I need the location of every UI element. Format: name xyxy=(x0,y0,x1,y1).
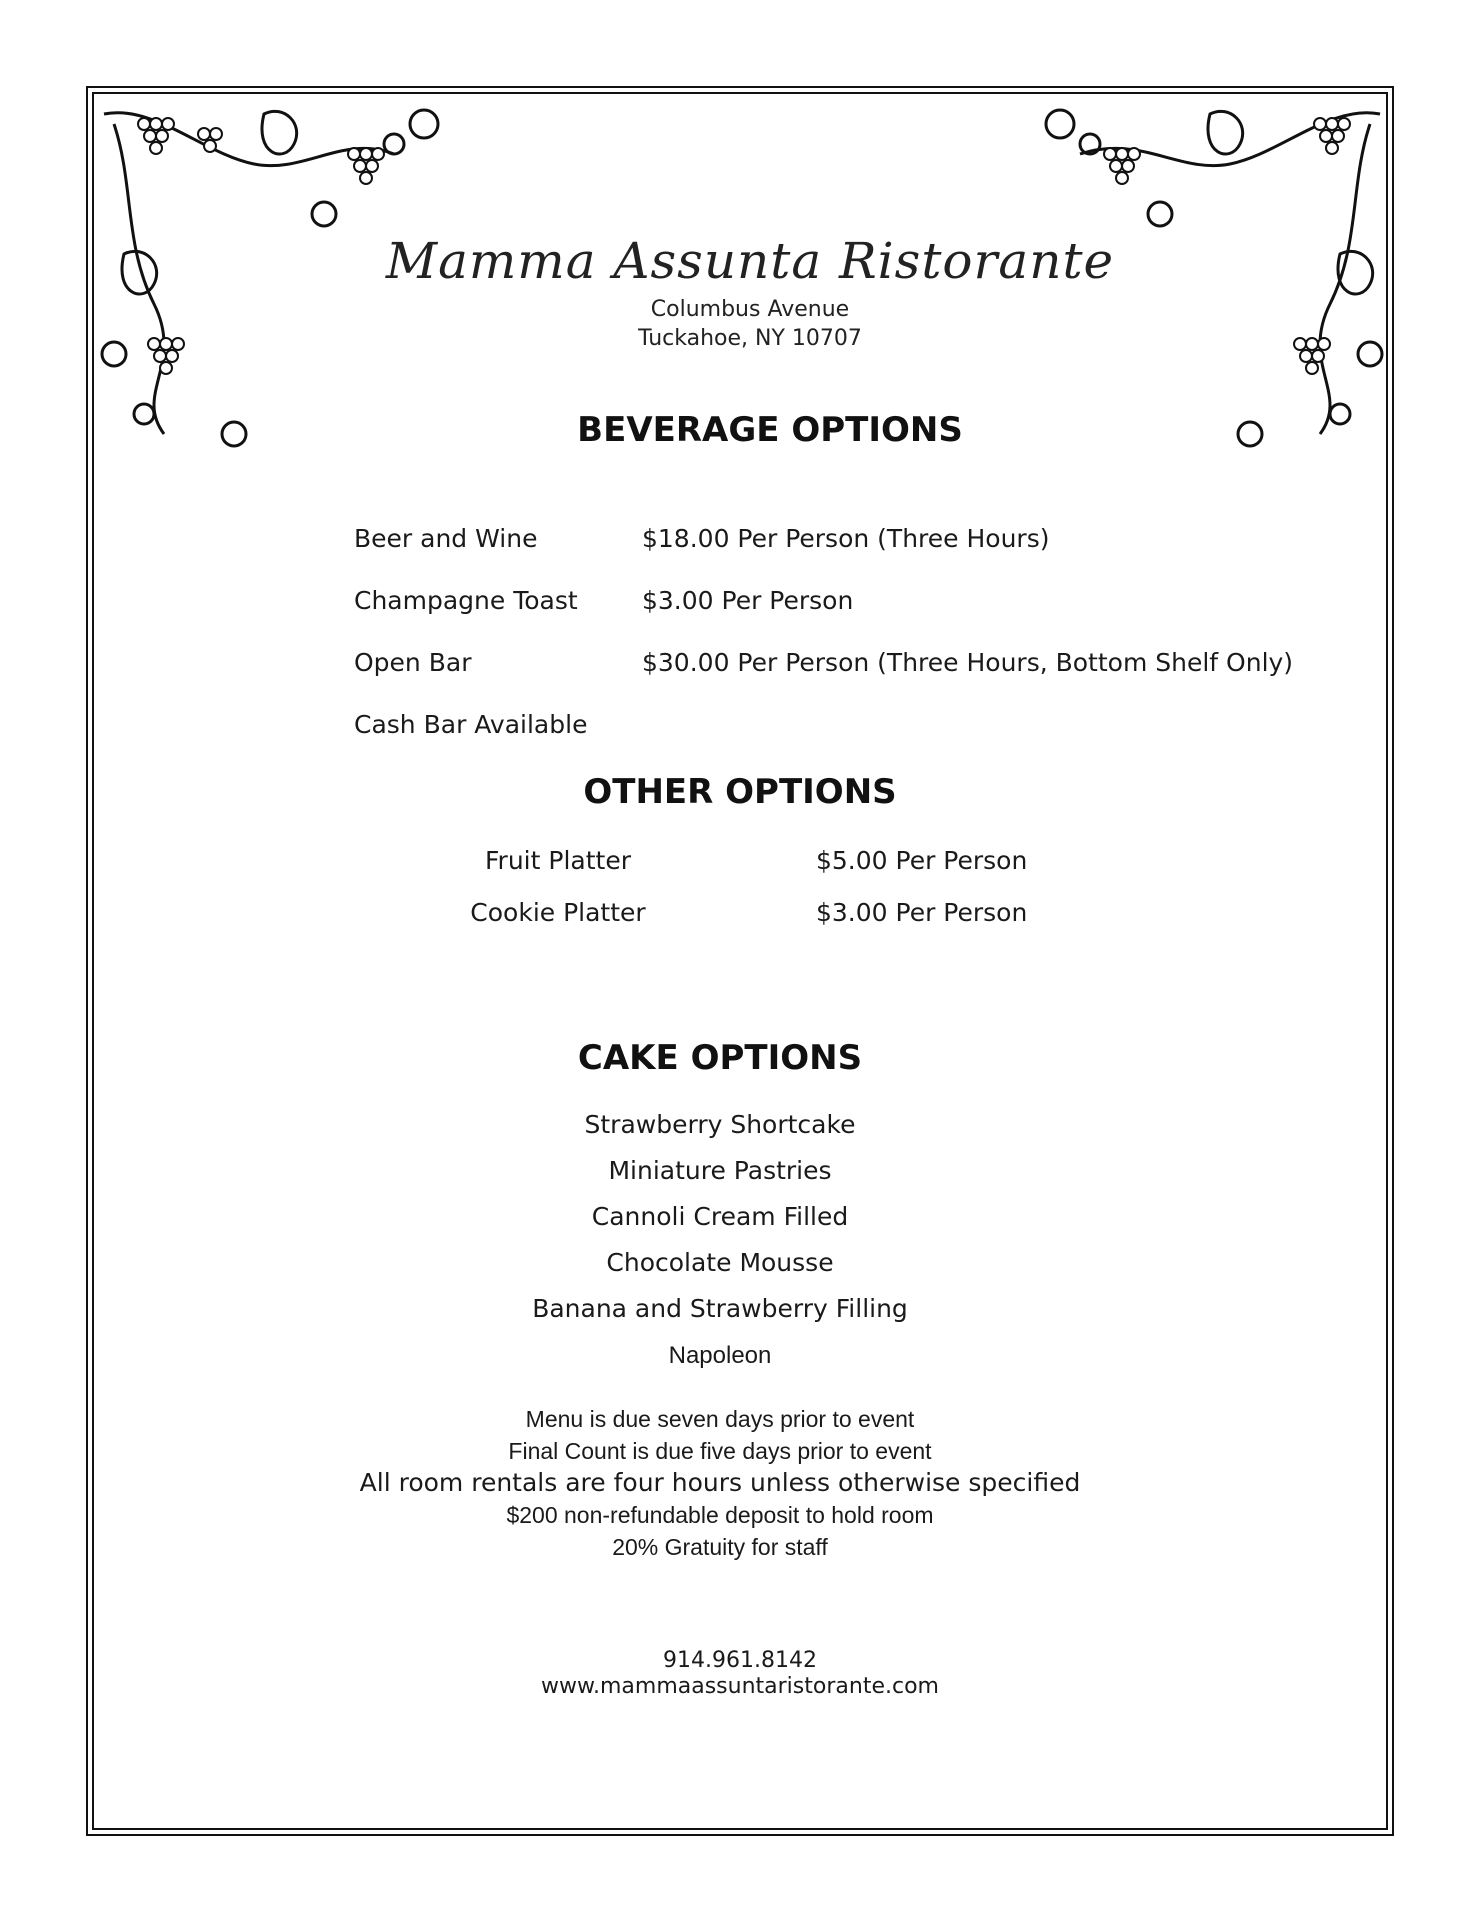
beverage-item-label: Champagne Toast xyxy=(354,586,578,615)
beverage-item-label: Open Bar xyxy=(354,648,472,677)
cake-item: Strawberry Shortcake xyxy=(584,1110,856,1139)
cake-item: Napoleon xyxy=(668,1342,772,1369)
policy-note: Menu is due seven days prior to event xyxy=(525,1406,915,1432)
policy-note: Final Count is due five days prior to event xyxy=(508,1438,932,1464)
other-item-price: $3.00 Per Person xyxy=(816,898,1028,927)
contact-phone: 914.961.8142 xyxy=(663,1648,817,1673)
beverage-item-price: $30.00 Per Person (Three Hours, Bottom Shelf Only) xyxy=(642,648,1294,677)
cake-item: Banana and Strawberry Filling xyxy=(532,1294,908,1323)
restaurant-name: Mamma Assunta Ristorante xyxy=(385,232,1115,290)
other-item-price: $5.00 Per Person xyxy=(816,846,1028,875)
other-item-label: Cookie Platter xyxy=(470,898,646,927)
policy-note: 20% Gratuity for staff xyxy=(612,1534,828,1560)
beverage-item-price: $3.00 Per Person xyxy=(642,586,854,615)
beverage-item-label: Cash Bar Available xyxy=(354,710,588,739)
beverage-heading: BEVERAGE OPTIONS xyxy=(577,410,963,450)
cake-item: Cannoli Cream Filled xyxy=(591,1202,849,1231)
beverage-item-price: $18.00 Per Person (Three Hours) xyxy=(642,524,1050,553)
policy-note: All room rentals are four hours unless otherwise specified xyxy=(359,1468,1081,1497)
contact-website: www.mammaassuntaristorante.com xyxy=(541,1674,939,1699)
cake-item: Chocolate Mousse xyxy=(606,1248,834,1277)
cake-item: Miniature Pastries xyxy=(608,1156,832,1185)
other-heading: OTHER OPTIONS xyxy=(583,772,897,812)
address-city: Tuckahoe, NY 10707 xyxy=(638,326,862,351)
cake-heading: CAKE OPTIONS xyxy=(577,1038,863,1078)
beverage-item-label: Beer and Wine xyxy=(354,524,538,553)
policy-note: $200 non-refundable deposit to hold room xyxy=(506,1502,934,1528)
other-item-label: Fruit Platter xyxy=(485,846,631,875)
address-street: Columbus Avenue xyxy=(650,297,850,322)
